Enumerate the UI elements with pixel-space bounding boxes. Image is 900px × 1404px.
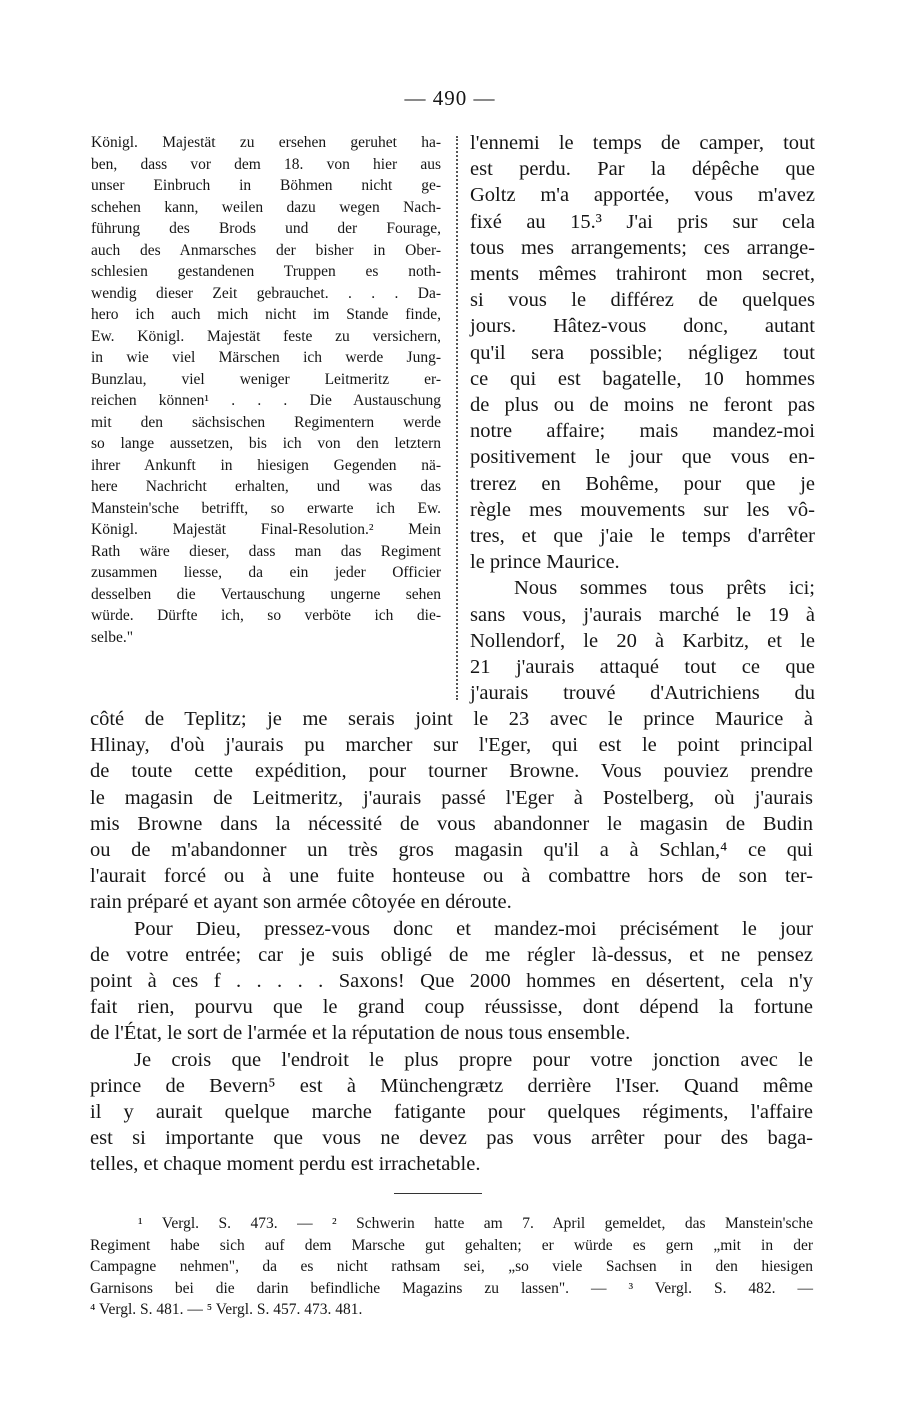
footnote-divider: [394, 1193, 482, 1194]
footnote-line: ¹ Vergl. S. 473. — ² Schwerin hatte am 7. April gemeldet, das Manstein'sche: [138, 1215, 813, 1232]
footnotes: [90, 1213, 813, 1321]
right-line: 21 j'aurais attaqué tout ce que: [470, 656, 815, 679]
page-number: — 490 —: [404, 86, 496, 110]
footnote-line: ⁴ Vergl. S. 481. — ⁵ Vergl. S. 457. 473. 481.: [90, 1301, 363, 1318]
right-line: ce qui est bagatelle, 10 hommes: [470, 367, 815, 390]
right-line: qu'il sera possible; négligez tout: [470, 341, 815, 364]
left-line: in wie viel Märschen ich werde Jung-: [91, 349, 441, 366]
body-line: le magasin de Leitmeritz, j'aurais passé l'Eger à Postelberg, où j'aurais: [90, 786, 813, 809]
right-line: fixé au 15.³ J'ai pris sur cela: [470, 210, 815, 233]
footnote-line: Regiment habe sich auf dem Marsche gut gehalten; er würde es gern „mit in der: [90, 1236, 813, 1254]
right-line: tous mes arrangements; ces arrange-: [470, 236, 815, 259]
left-line: würde. Dürfte ich, so verböte ich die-: [91, 607, 441, 624]
right-line: Nous sommes tous prêts ici;: [514, 577, 815, 600]
right-line: l'ennemi le temps de camper, tout: [470, 132, 815, 154]
body-line: telles, et chaque moment perdu est irrachetable.: [90, 1153, 481, 1176]
left-line: Königl. Majestät Final-Resolution.² Mein: [91, 521, 441, 538]
body-line: Pour Dieu, pressez-vous donc et mandez-moi précisément le jour: [134, 917, 813, 940]
body-line: côté de Teplitz; je me serais joint le 23 avec le prince Maurice à: [90, 708, 813, 730]
right-line: Nollendorf, le 20 à Karbitz, et le: [470, 629, 815, 652]
right-line: si vous le différez de quelques: [470, 289, 815, 312]
right-line: j'aurais trouvé d'Autrichiens du: [470, 682, 815, 705]
right-line: le prince Maurice.: [470, 551, 620, 574]
left-line: zusammen liesse, da ein jeder Officier: [91, 564, 441, 581]
left-line: auch des Anmarsches der bisher in Ober-: [91, 241, 441, 259]
full-width-text: [90, 706, 813, 1178]
left-line: ihrer Ankunft in hiesigen Gegenden nä-: [91, 456, 441, 474]
left-line: führung des Brods und der Fourage,: [91, 220, 441, 237]
left-line: schehen kann, weilen dazu wegen Nach-: [91, 198, 441, 216]
body-line: de votre entrée; car je suis obligé de me régler là-dessus, et ne pensez: [90, 943, 813, 966]
body-line: prince de Bevern⁵ est à Münchengrætz derrière l'Iser. Quand même: [90, 1074, 813, 1097]
left-line: hero ich auch mich nicht im Stande finde,: [91, 306, 441, 323]
body-line: rain préparé et ayant son armée côtoyée en déroute.: [90, 891, 512, 914]
footnote-line: Garnisons bei die darin befindliche Magazins zu lassen". — ³ Vergl. S. 482. —: [90, 1279, 813, 1297]
left-line: unser Einbruch in Böhmen nicht ge-: [91, 177, 441, 194]
left-line: Bunzlau, viel weniger Leitmeritz er-: [91, 370, 441, 388]
body-line: fait rien, pourvu que le grand coup réussisse, dont dépend la fortune: [90, 996, 813, 1019]
right-line: règle mes mouvements sur les vô-: [470, 498, 815, 521]
right-line: trerez en Bohême, pour que je: [470, 472, 815, 495]
left-line: Ew. Königl. Majestät feste zu versichern,: [91, 327, 441, 345]
body-line: Je crois que l'endroit le plus propre pour votre jonction avec le: [134, 1048, 813, 1071]
body-line: de l'État, le sort de l'armée et la réputation de nous tous ensemble.: [90, 1022, 631, 1045]
footnote-line: Campagne nehmen", da es nicht rathsam sei, „so viele Sachsen in den hiesigen: [90, 1258, 813, 1275]
right-line: jours. Hâtez-vous donc, autant: [470, 315, 815, 338]
right-line: Goltz m'a apportée, vous m'avez: [470, 184, 815, 207]
right-line: positivement le jour que vous en-: [470, 446, 815, 469]
body-line: point à ces f . . . . . Saxons! Que 2000 hommes en désertent, cela n'y: [90, 970, 813, 993]
right-line: de plus ou de moins ne feront pas: [470, 394, 815, 417]
left-line: mit den sächsischen Regimentern werde: [91, 413, 441, 431]
left-line: desselben die Vertauschung ungerne sehen: [91, 585, 441, 603]
body-line: mis Browne dans la nécessité de vous abandonner le magasin de Budin: [90, 812, 813, 835]
column-divider: [456, 136, 458, 700]
body-line: l'aurait forcé ou à une fuite honteuse ou à combattre hors de son ter-: [90, 865, 813, 888]
body-line: il y aurait quelque marche fatigante pour quelques régiments, l'affaire: [90, 1101, 813, 1124]
left-line: here Nachricht erhalten, und was das: [91, 478, 441, 495]
left-line: Rath wäre dieser, dass man das Regiment: [91, 542, 441, 560]
left-line: selbe.": [91, 628, 134, 646]
right-line: sans vous, j'aurais marché le 19 à: [470, 603, 815, 626]
right-line: tres, et que j'aie le temps d'arrêter: [470, 525, 815, 548]
body-line: de toute cette expédition, pour tourner Browne. Vous pouviez prendre: [90, 760, 813, 783]
left-line: Manstein'sche betrifft, so erwarte ich Ew.: [91, 499, 441, 517]
right-line: est perdu. Par la dépêche que: [470, 158, 815, 181]
right-line: notre affaire; mais mandez-moi: [470, 420, 815, 443]
right-column-letter: [470, 130, 815, 706]
left-line: reichen können¹ . . . Die Austauschung: [91, 392, 441, 409]
body-line: ou de m'abandonner un très gros magasin qu'il a à Schlan,⁴ ce qui: [90, 839, 813, 862]
left-line: so lange aussetzen, bis ich von den letztern: [91, 435, 441, 452]
left-line: wendig dieser Zeit gebrauchet. . . . Da-: [91, 284, 441, 302]
left-line: Königl. Majestät zu ersehen geruhet ha-: [91, 134, 441, 151]
left-column-quote: [91, 132, 441, 648]
body-line: est si importante que vous ne devez pas vous arrêter pour des baga-: [90, 1127, 813, 1150]
right-line: ments mêmes trahiront mon secret,: [470, 263, 815, 286]
left-line: ben, dass vor dem 18. von hier aus: [91, 155, 441, 173]
left-line: schlesien gestandenen Truppen es noth-: [91, 263, 441, 280]
body-line: Hlinay, d'où j'aurais pu marcher sur l'Eger, qui est le point principal: [90, 734, 813, 757]
